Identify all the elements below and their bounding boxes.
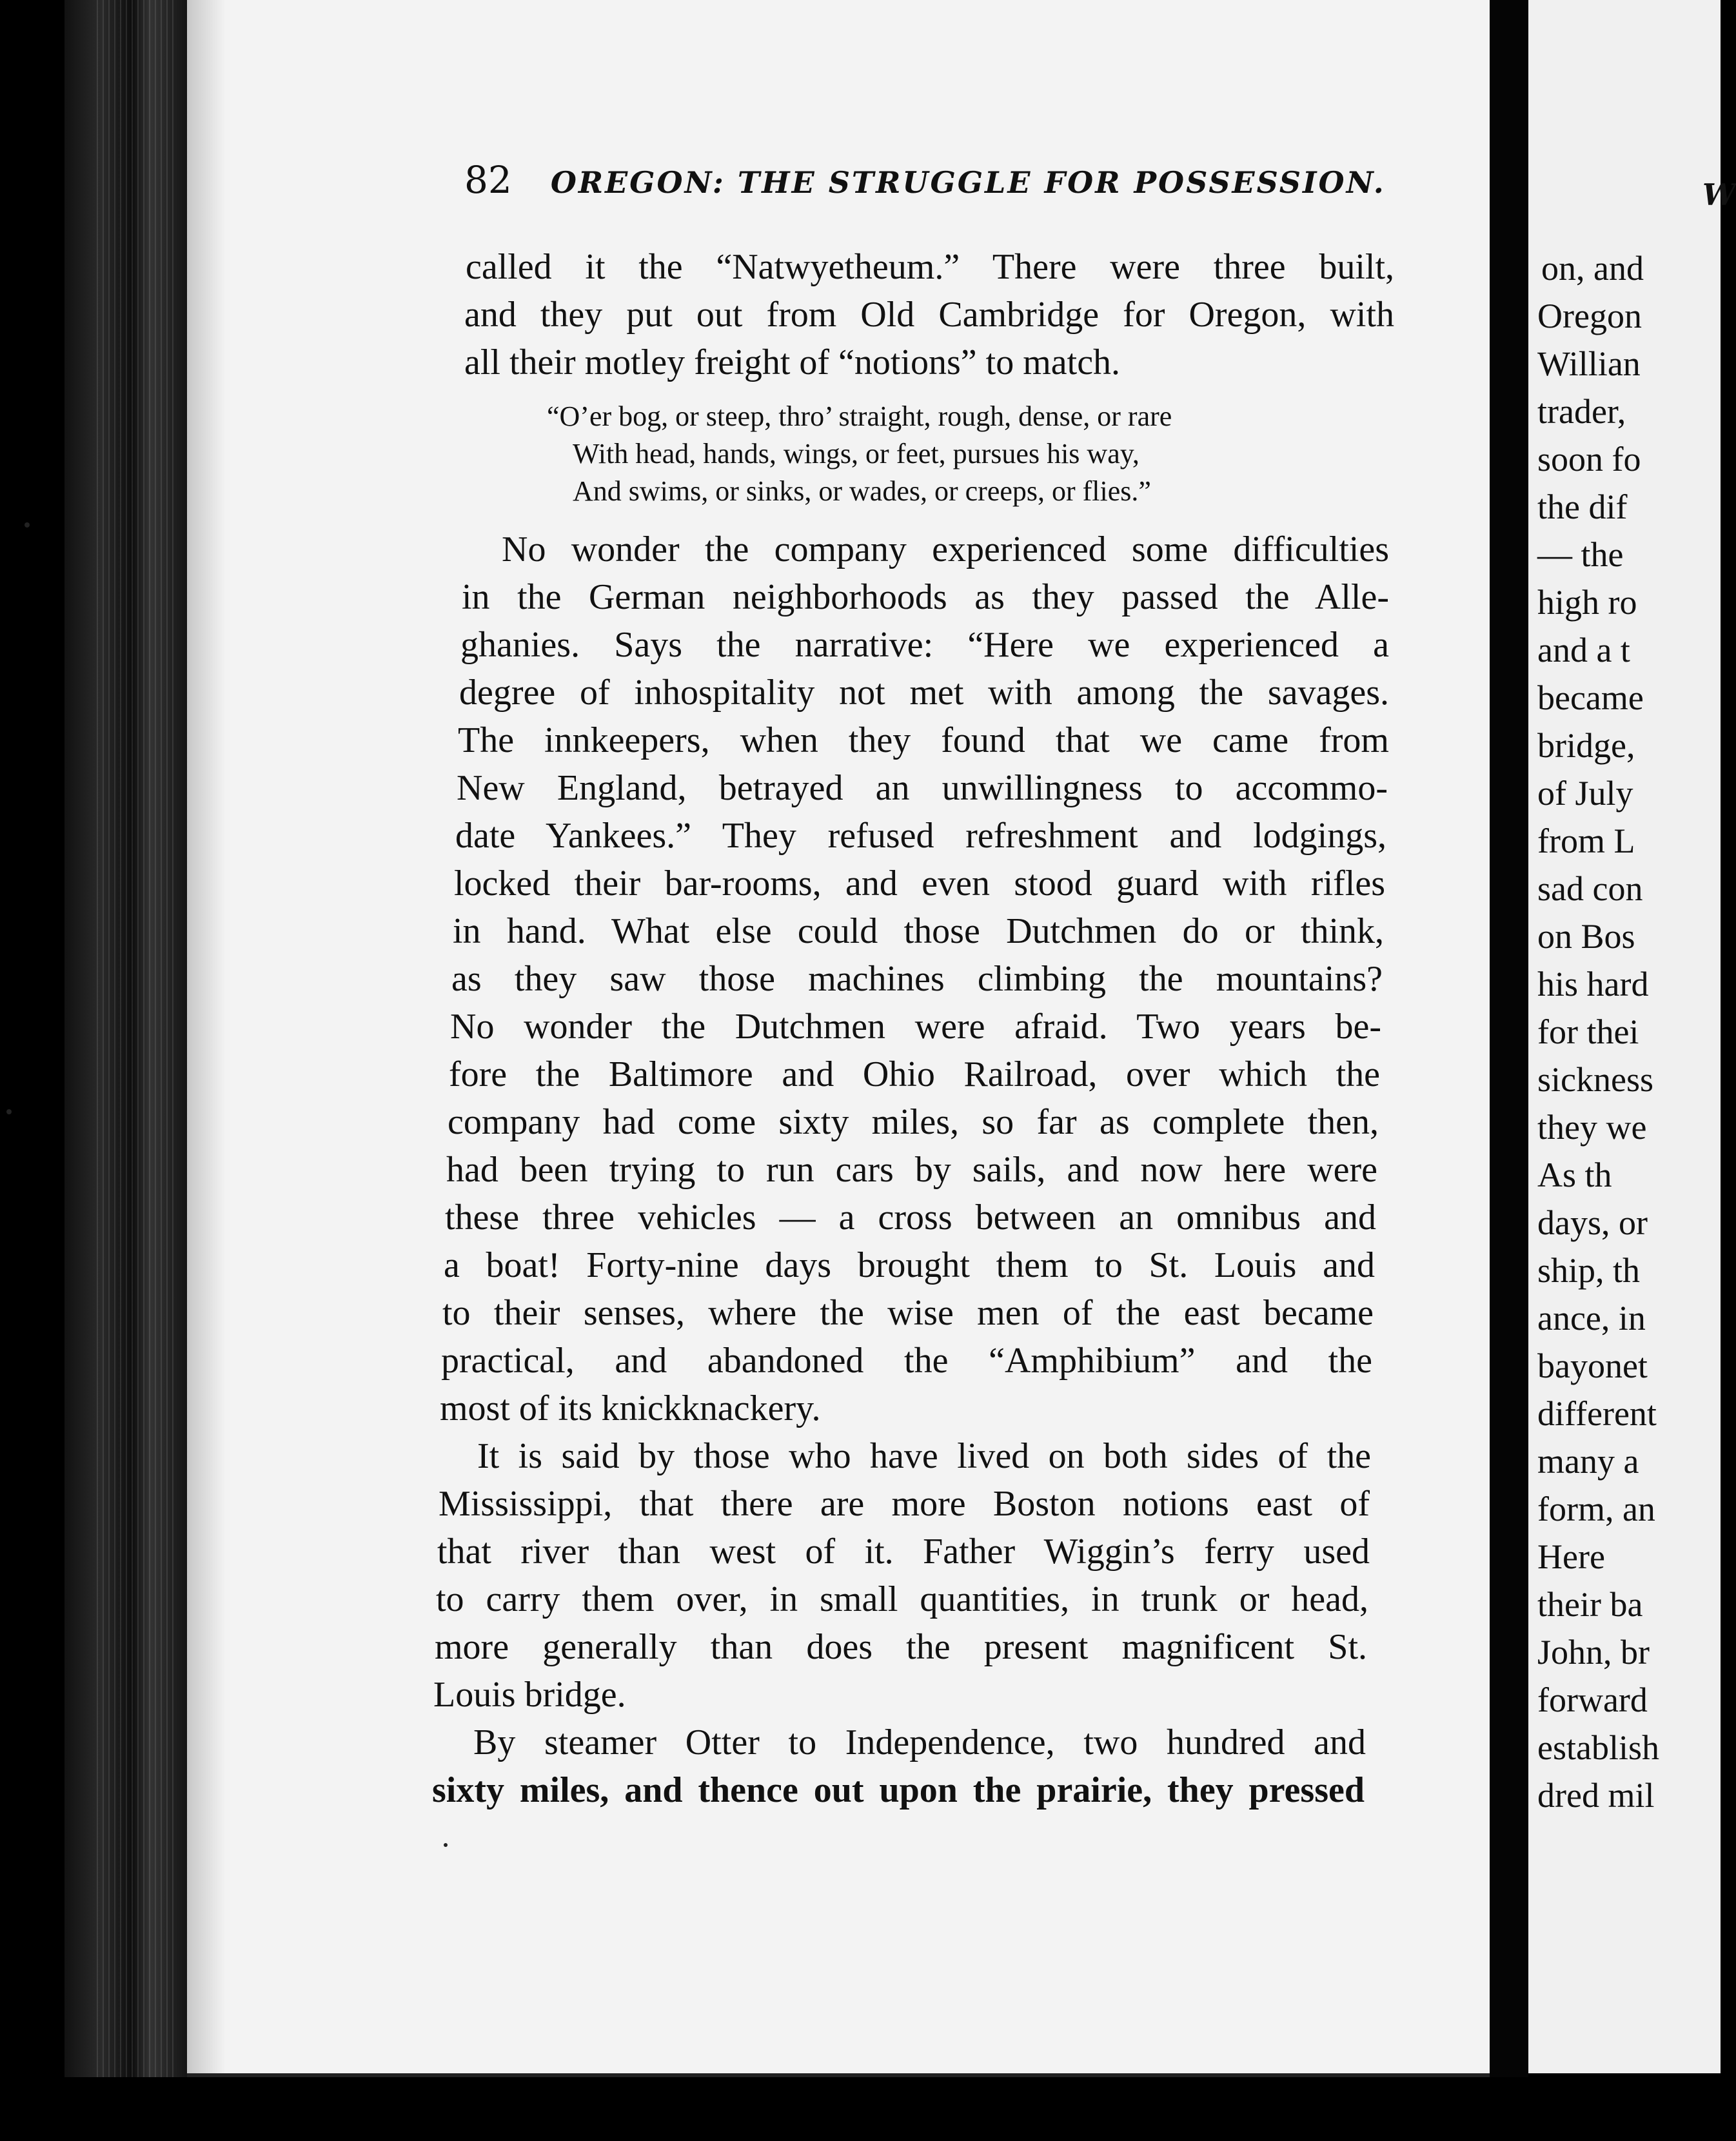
binding-edge-texture bbox=[97, 0, 174, 2141]
running-title: OREGON: THE STRUGGLE FOR POSSESSION. bbox=[550, 165, 1386, 200]
verse-line: And swims, or sinks, or wades, or creeps, or flies.” bbox=[573, 475, 1151, 507]
text-line: ghanies. Says the narrative: “Here we experienced a bbox=[460, 625, 1389, 665]
text-line: Louis bridge. bbox=[433, 1675, 626, 1715]
right-page-line: soon fo bbox=[1537, 440, 1641, 479]
text-line: degree of inhospitality not met with among the savages. bbox=[459, 673, 1389, 713]
right-page-line: form, an bbox=[1537, 1490, 1655, 1528]
text-line: called it the “Natwyetheum.” There were three built, bbox=[466, 247, 1394, 287]
text-line: New England, betrayed an unwillingness to accommo- bbox=[457, 768, 1388, 808]
text-line: No wonder the company experienced some difficulties bbox=[502, 529, 1389, 569]
text-line: as they saw those machines climbing the mountains? bbox=[451, 959, 1383, 999]
right-page-line: — the bbox=[1537, 535, 1624, 574]
scan-speck bbox=[6, 1109, 12, 1114]
verse-line: With head, hands, wings, or feet, pursues his way, bbox=[573, 438, 1139, 469]
text-line: Mississippi, that there are more Boston notions east of bbox=[439, 1484, 1370, 1524]
right-page-line: bayonet bbox=[1537, 1347, 1648, 1385]
page-gutter bbox=[1490, 0, 1528, 2141]
text-line: in the German neighborhoods as they passed the Alle- bbox=[462, 577, 1389, 617]
right-page-line: sickness bbox=[1537, 1060, 1653, 1099]
text-line: company had come sixty miles, so far as complete then, bbox=[448, 1102, 1379, 1142]
right-page-line: his hard bbox=[1537, 965, 1649, 1003]
right-page-line: different bbox=[1537, 1394, 1657, 1433]
text-line: fore the Baltimore and Ohio Railroad, over which the bbox=[449, 1054, 1380, 1094]
right-page-line: for thei bbox=[1537, 1012, 1639, 1051]
right-page-line: many a bbox=[1537, 1442, 1639, 1481]
text-line: date Yankees.” They refused refreshment and lodgings, bbox=[455, 816, 1386, 856]
right-page-line: on Bos bbox=[1537, 917, 1635, 956]
right-page-line: on, and bbox=[1541, 249, 1644, 288]
text-line: It is said by those who have lived on both sides of the bbox=[477, 1436, 1371, 1476]
text-line: that river than west of it. Father Wiggin’s ferry used bbox=[437, 1532, 1370, 1572]
right-page-line: ance, in bbox=[1537, 1299, 1646, 1337]
page-number: 82 bbox=[464, 158, 512, 202]
text-line: locked their bar-rooms, and even stood guard with rifles bbox=[454, 863, 1385, 903]
text-line: No wonder the Dutchmen were afraid. Two years be- bbox=[450, 1007, 1381, 1047]
right-page-line: forward bbox=[1537, 1681, 1648, 1719]
right-page-line: ship, th bbox=[1537, 1251, 1641, 1290]
text-line: all their motley freight of “notions” to match. bbox=[464, 342, 1121, 382]
right-page-line: of July bbox=[1537, 774, 1633, 813]
scan-border bbox=[0, 2077, 1721, 2141]
text-line: practical, and abandoned the “Amphibium” and the bbox=[441, 1341, 1372, 1381]
text-line: and they put out from Old Cambridge for Oregon, with bbox=[464, 295, 1394, 335]
right-page-line: sad con bbox=[1537, 869, 1643, 908]
text-line: By steamer Otter to Independence, two hundred and bbox=[473, 1722, 1366, 1762]
right-page-line: Willian bbox=[1537, 344, 1641, 383]
right-page-line: John, br bbox=[1537, 1633, 1650, 1672]
right-page bbox=[1528, 0, 1736, 2073]
text-line: to carry them over, in small quantities, in trunk or head, bbox=[436, 1579, 1368, 1619]
text-line: in hand. What else could those Dutchmen do or think, bbox=[453, 911, 1384, 951]
right-page-line: bridge, bbox=[1537, 726, 1635, 765]
verse-line: “O’er bog, or steep, thro’ straight, rough, dense, or rare bbox=[547, 400, 1172, 432]
text-line: a boat! Forty-nine days brought them to St. Louis and bbox=[444, 1245, 1375, 1285]
right-running-head: W bbox=[1702, 177, 1736, 212]
scan-speck bbox=[25, 522, 30, 528]
right-page-line: Oregon bbox=[1537, 297, 1642, 335]
scan-speck bbox=[444, 1843, 448, 1847]
right-page-line: their ba bbox=[1537, 1585, 1643, 1624]
right-page-line: became bbox=[1537, 678, 1644, 717]
right-page-line: and a t bbox=[1537, 631, 1630, 669]
right-page-line: from L bbox=[1537, 822, 1635, 860]
text-line: more generally than does the present magnificent St. bbox=[435, 1627, 1367, 1667]
text-line: these three vehicles — a cross between an omnibus and bbox=[445, 1198, 1376, 1238]
right-page-line: Here bbox=[1537, 1537, 1605, 1576]
running-head bbox=[464, 158, 1386, 216]
right-page-line: days, or bbox=[1537, 1203, 1648, 1242]
right-page-line: the dif bbox=[1537, 488, 1628, 526]
right-page-line: As th bbox=[1537, 1156, 1612, 1194]
page-shadow bbox=[187, 0, 226, 2073]
text-line: most of its knickknackery. bbox=[440, 1388, 821, 1428]
right-page-line: dred mil bbox=[1537, 1776, 1655, 1815]
text-line: The innkeepers, when they found that we came from bbox=[458, 720, 1389, 760]
right-page-line: trader, bbox=[1537, 392, 1626, 431]
right-page-line: establish bbox=[1537, 1728, 1659, 1767]
right-page-line: they we bbox=[1537, 1108, 1647, 1147]
text-line: sixty miles, and thence out upon the prairie, they pressed bbox=[432, 1770, 1365, 1810]
right-page-line: high ro bbox=[1537, 583, 1637, 622]
text-line: to their senses, where the wise men of the east became bbox=[442, 1293, 1374, 1333]
text-line: had been trying to run cars by sails, and now here were bbox=[446, 1150, 1377, 1190]
